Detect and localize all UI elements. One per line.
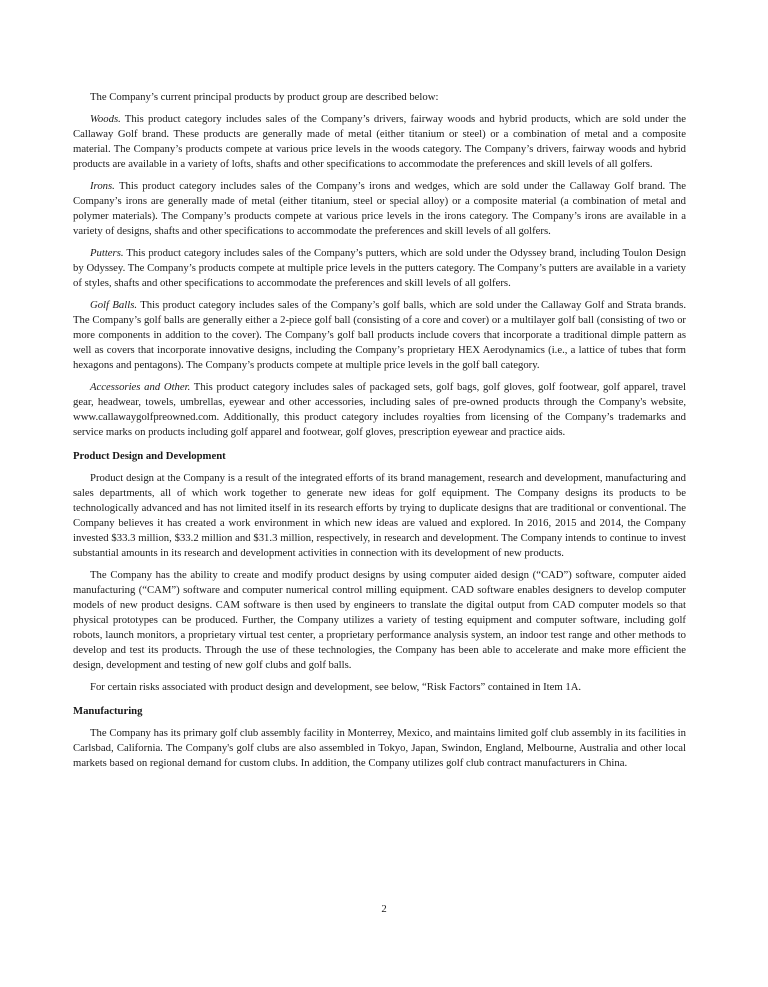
paragraph-accessories	[73, 380, 686, 440]
document-content	[73, 90, 686, 778]
paragraph-golf-balls	[73, 298, 686, 373]
product-design-paragraph-1: Product design at the Company is a result of the integrated efforts of its brand management, research and development, manufacturing and sales departments, all of which work together to generate new ideas for golf equipment. The Company designs its products to be technologically advanced and has not limited itself in its research efforts by trying to duplicate designs that are traditional or conventional. The Company believes it has created a work environment in which new ideas are valued and explored. In 2016, 2015 and 2014, the Company invested $33.3 million, $33.2 million and $31.3 million, respectively, in research and development. The Company intends to continue to invest substantial amounts in its research and development activities in connection with its development of new products.	[73, 472, 686, 559]
golf-balls-body-text: This product category includes sales of the Company’s golf balls, which are sold under the Callaway Golf and Strata brands. The Company’s golf balls are generally either a 2-piece golf ball (consisting of a core and cover) or a multilayer golf ball (consisting of two or more components in addition to the cover). The Company’s golf ball products include covers that incorporate a traditional dimple pattern as well as covers that incorporate innovative designs, including the Company’s proprietary HEX Aerodynamics (i.e., a lattice of tubes that form hexagons and pentagons). The Company’s products compete at multiple price levels in the golf ball category.	[73, 299, 686, 371]
accessories-body-text: This product category includes sales of packaged sets, golf bags, golf gloves, golf footwear, golf apparel, travel gear, headwear, towels, umbrellas, eyewear and other accessories, including sales of pre-owned products through the Company's website,	[73, 381, 687, 408]
heading-product-design-development: Product Design and Development	[73, 450, 226, 462]
irons-lead-label: Irons.	[90, 180, 115, 192]
accessories-lead-label: Accessories and Other.	[90, 381, 191, 393]
paragraph-irons	[73, 179, 686, 239]
product-design-paragraph-3: For certain risks associated with product design and development, see below, “Risk Factors” contained in Item 1A.	[90, 681, 582, 693]
paragraph-woods	[73, 112, 686, 172]
heading-manufacturing: Manufacturing	[73, 705, 143, 717]
woods-lead-label: Woods.	[90, 113, 121, 125]
manufacturing-paragraph-1: The Company has its primary golf club assembly facility in Monterrey, Mexico, and maintains limited golf club assembly in its facilities in Carlsbad, California. The Company's golf clubs are also assembled in Tokyo, Japan, Swindon, England, Melbourne, Australia and other local markets based on regional demand for custom clubs. In addition, the Company utilizes golf club contract manufacturers in China.	[73, 727, 686, 769]
putters-body-text: This product category includes sales of the Company’s putters, which are sold under the Odyssey brand, including Toulon Design by Odyssey. The Company’s products compete at multiple price levels in the putters category. The Company’s putters are available in a variety of styles, shafts and other specifications to accommodate the preferences and skill levels of all golfers.	[73, 247, 686, 289]
intro-paragraph: The Company’s current principal products by product group are described below:	[90, 91, 439, 103]
irons-body-text: This product category includes sales of the Company’s irons and wedges, which are sold under the Callaway Golf brand. The Company’s irons are generally made of metal (either titanium, steel or special alloy) or a composite material (a combination of metal and polymer materials). The Company’s products compete at various price levels in the irons category. The Company’s irons are available in a variety of designs, shafts and other specifications to accommodate the preferences and skill levels of all golfers.	[73, 180, 686, 237]
preowned-website-url: www.callawaygolfpreowned.com	[73, 411, 217, 423]
page-number: 2	[381, 903, 387, 915]
paragraph-putters	[73, 246, 686, 291]
putters-lead-label: Putters.	[90, 247, 124, 259]
woods-body-text: This product category includes sales of the Company’s drivers, fairway woods and hybrid products, which are sold under the Callaway Golf brand. These products are generally made of metal (either titanium or steel) or a combination of metal and a composite material. The Company’s products compete at various price levels in the woods category. The Company’s drivers, fairway woods and hybrid products are available in a variety of lofts, shafts and other specifications to accommodate the preferences and skill levels of all golfers.	[73, 113, 686, 170]
accessories-body-text-after: . Additionally, this product category includes royalties from licensing of the Company’s trademarks and service marks on products including golf apparel and footwear, golf gloves, prescription eyewear and practice aids.	[73, 411, 686, 438]
golf-balls-lead-label: Golf Balls.	[90, 299, 138, 311]
product-design-paragraph-2: The Company has the ability to create and modify product designs by using computer aided design (“CAD”) software, computer aided manufacturing (“CAM”) software and computer numerical control milling equipment. CAD software enables designers to develop computer models of new product designs. CAM software is then used by engineers to translate the digital output from CAD computer models so that physical prototypes can be produced. Further, the Company utilizes a variety of testing equipment and computer software, including golf robots, launch monitors, a proprietary virtual test center, a proprietary performance analysis system, an indoor test range and other methods to develop and test its products. Through the use of these technologies, the Company has been able to accelerate and make more efficient the design, development and testing of new golf clubs and golf balls.	[73, 569, 686, 671]
